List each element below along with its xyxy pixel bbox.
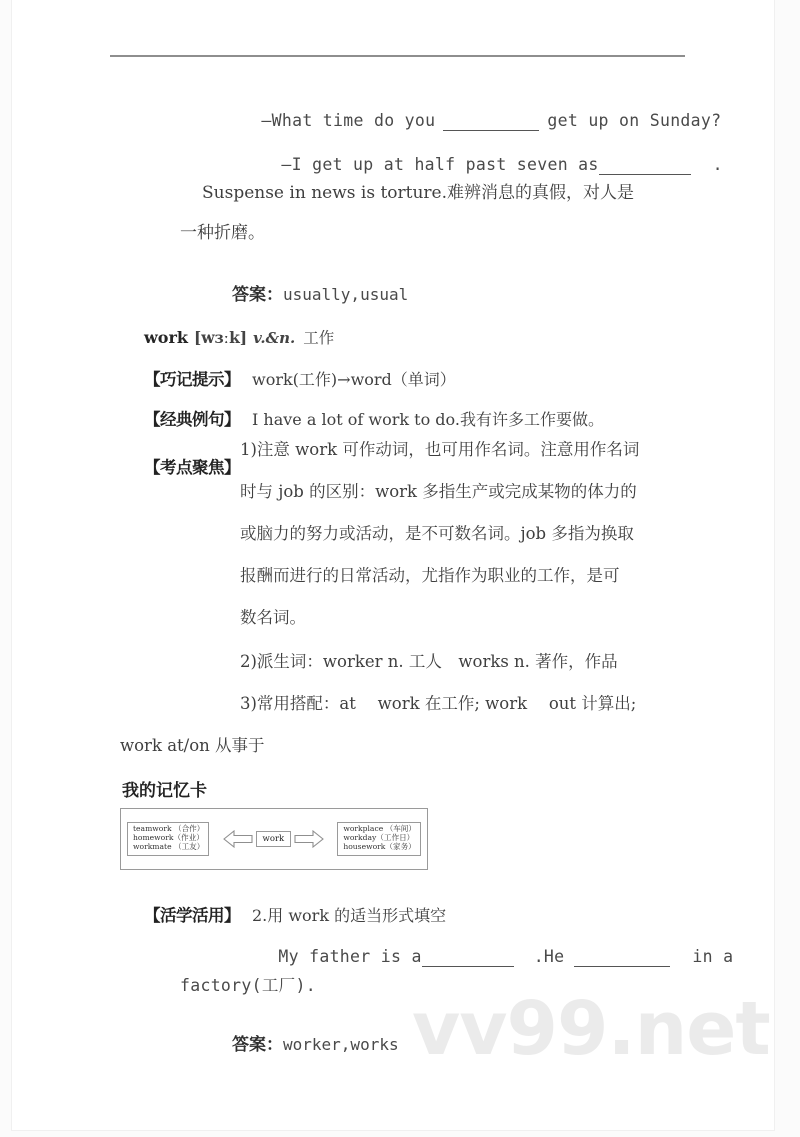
blank-worker[interactable] bbox=[422, 947, 514, 967]
q2-pre-text: —I get up at half past seven as bbox=[281, 155, 599, 174]
work-answer-value: worker,works bbox=[283, 1035, 399, 1054]
work-q-pre-text: My father is a bbox=[278, 947, 422, 966]
focus-line-6: 2)派生词：worker n. 工人 works n. 著作，作品 bbox=[240, 652, 618, 671]
focus-line-5: 数名词。 bbox=[240, 608, 306, 627]
memory-card-center-group bbox=[223, 828, 325, 850]
work-answer-label: 答案： bbox=[232, 1035, 283, 1055]
tip-text: work(工作)→word（单词） bbox=[252, 370, 456, 389]
tip-label: 【巧记提示】 bbox=[144, 370, 240, 389]
example-text: I have a lot of work to do.我有许多工作要做。 bbox=[252, 410, 604, 429]
q1-post-text: get up on Sunday? bbox=[547, 111, 722, 130]
left-item-1: teamwork （合作） bbox=[133, 824, 205, 834]
memory-card-left-box bbox=[127, 822, 209, 856]
work-q-post-text: in a bbox=[692, 947, 734, 966]
focus-line-1: 1)注意 work 可作动词，也可用作名词。注意用作名词 bbox=[240, 440, 640, 459]
focus-line-2: 时与 job 的区别：work 多指生产或完成某物的体力的 bbox=[240, 482, 637, 501]
section-focus-label bbox=[120, 436, 240, 496]
right-item-2: workday（工作日） bbox=[343, 833, 415, 843]
apply-label: 【活学活用】 bbox=[144, 906, 240, 925]
exercise-usual-note-line-1: Suspense in news is torture.难辨消息的真假，对人是 bbox=[202, 183, 635, 203]
arrow-right-icon bbox=[294, 828, 324, 850]
memory-card-title: 我的记忆卡 bbox=[122, 781, 207, 801]
exercise-usual-note-line-2: 一种折磨。 bbox=[180, 223, 265, 243]
memory-card-right-box bbox=[337, 822, 421, 856]
focus-line-4: 报酬而进行的日常活动，尤指作为职业的工作，是可 bbox=[240, 566, 620, 585]
memory-card-diagram bbox=[120, 808, 428, 870]
focus-overflow-line: work at/on 从事于 bbox=[120, 736, 265, 755]
header-rule bbox=[110, 55, 685, 57]
headword-word: work bbox=[144, 328, 188, 347]
exercise-work-answer bbox=[208, 1012, 399, 1073]
example-label: 【经典例句】 bbox=[144, 410, 240, 429]
document-page bbox=[12, 0, 774, 1130]
left-item-2: homework（作业） bbox=[133, 833, 204, 843]
apply-text: 2.用 work 的适当形式填空 bbox=[252, 906, 447, 925]
answer-value: usually,usual bbox=[283, 285, 409, 304]
arrow-left-icon bbox=[223, 828, 253, 850]
work-q-mid-text: .He bbox=[533, 947, 565, 966]
answer-label: 答案： bbox=[232, 285, 283, 305]
site-watermark: vv99.net bbox=[412, 986, 770, 1072]
q2-post-text: . bbox=[712, 155, 723, 174]
headword-phonetic: [wɜːk] bbox=[193, 328, 248, 347]
blank-usually[interactable] bbox=[443, 111, 539, 131]
q1-pre-text: —What time do you bbox=[261, 111, 436, 130]
blank-works[interactable] bbox=[574, 947, 670, 967]
focus-line-7: 3)常用搭配：at work 在工作; work out 计算出; bbox=[240, 694, 637, 713]
right-item-3: housework（家务） bbox=[343, 841, 416, 851]
focus-line-3: 或脑力的努力或活动，是不可数名词。job 多指为换取 bbox=[240, 524, 634, 543]
memory-card-inner bbox=[127, 814, 421, 864]
focus-label: 【考点聚焦】 bbox=[144, 458, 240, 477]
blank-usual[interactable] bbox=[599, 155, 691, 175]
memory-card-center-word: work bbox=[256, 831, 292, 847]
right-item-1: workplace （车间） bbox=[343, 824, 416, 834]
headword-part-of-speech: v.&n. bbox=[253, 329, 296, 347]
headword-meaning: 工作 bbox=[303, 329, 335, 347]
exercise-work-question-line-2: factory(工厂). bbox=[180, 976, 316, 995]
left-item-3: workmate （工友） bbox=[133, 841, 205, 851]
